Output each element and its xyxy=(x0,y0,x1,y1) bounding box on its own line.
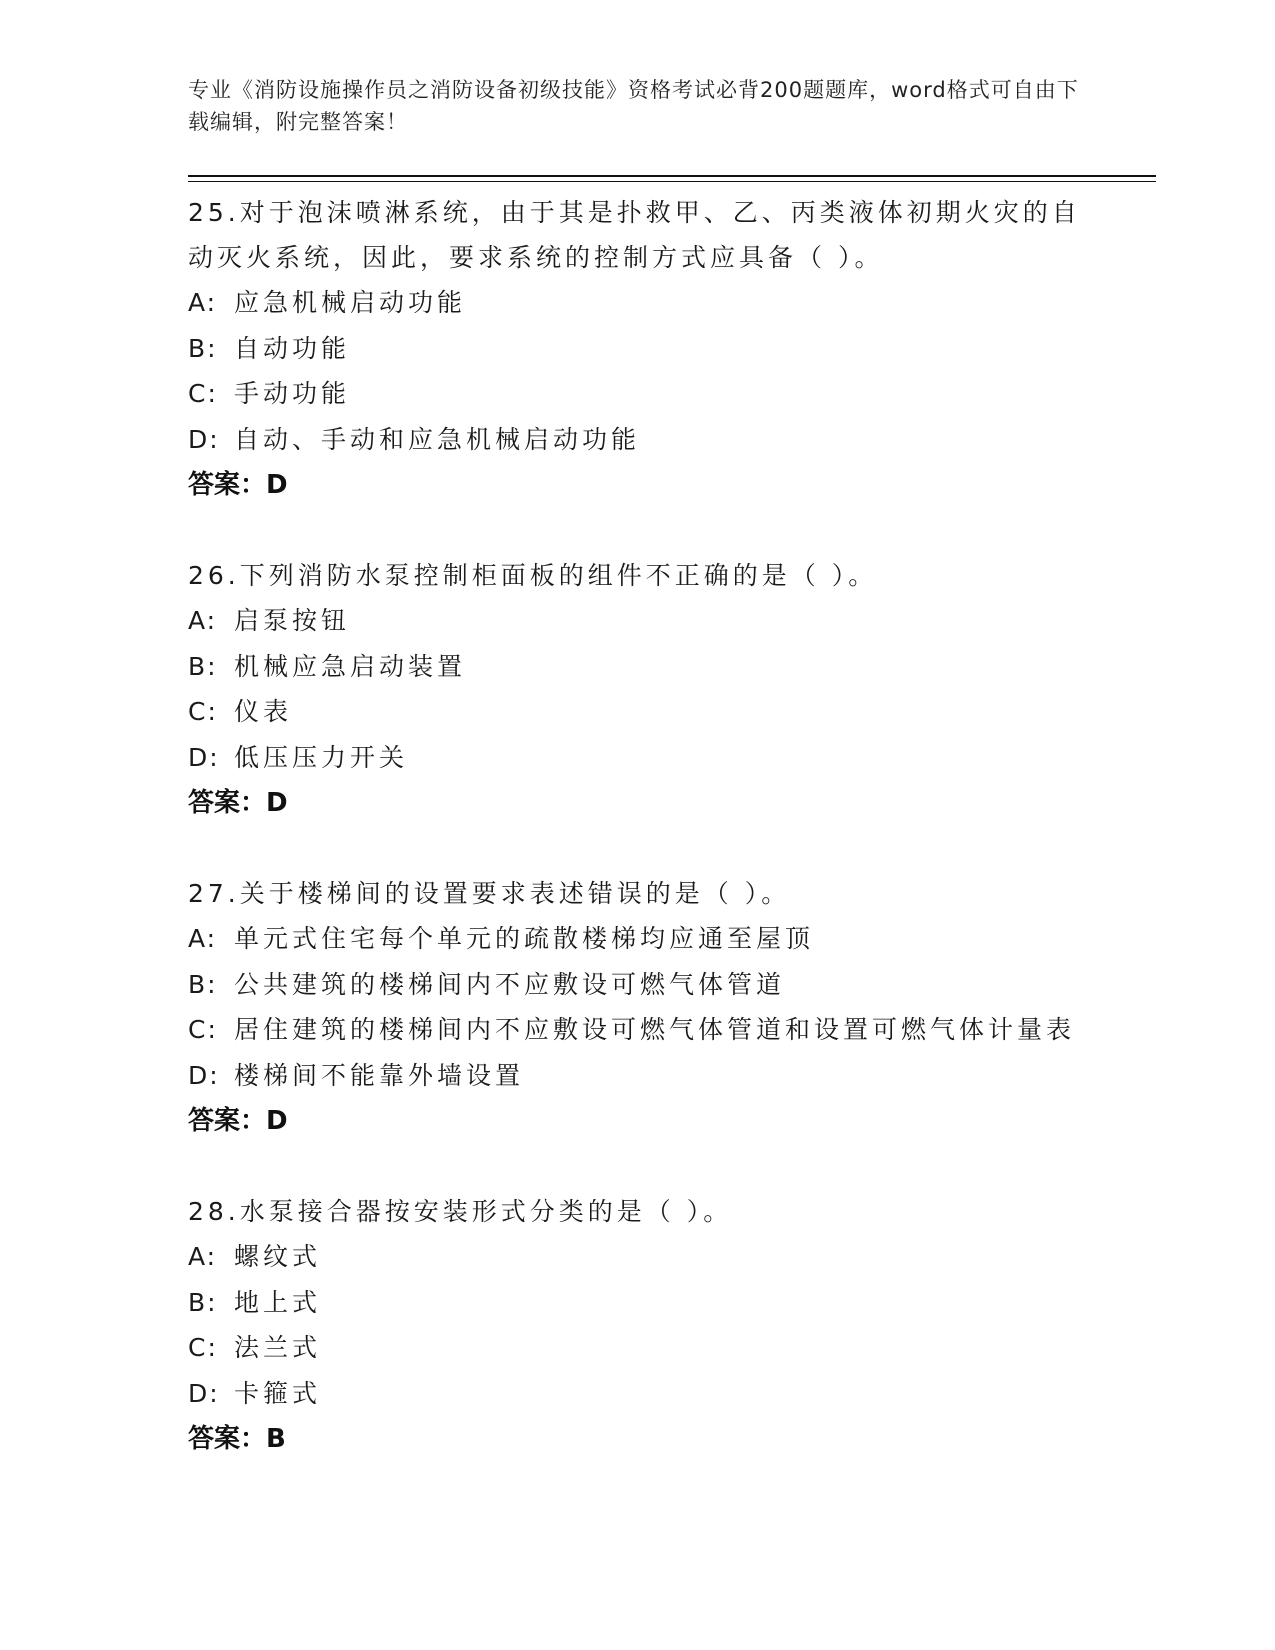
option-text: 仪表 xyxy=(234,697,293,726)
option-b xyxy=(188,644,1088,690)
option-letter: A: xyxy=(188,1242,218,1271)
question-stem: 25.对于泡沫喷淋系统，由于其是扑救甲、乙、丙类液体初期火灾的自动灭火系统，因此，要求系统的控制方式应具备（ ）。 xyxy=(188,198,1081,272)
option-c xyxy=(188,1325,1088,1371)
option-a xyxy=(188,598,1088,644)
option-letter: B: xyxy=(188,969,218,999)
option-text: 自动功能 xyxy=(234,333,351,363)
option-text: 螺纹式 xyxy=(234,1242,322,1271)
option-d xyxy=(188,417,1088,463)
option-text: 地上式 xyxy=(234,1287,322,1317)
option-a xyxy=(188,280,1088,326)
option-text: 楼梯间不能靠外墙设置 xyxy=(234,1060,525,1090)
option-c xyxy=(188,371,1088,417)
option-text: 自动、手动和应急机械启动功能 xyxy=(234,424,641,454)
option-text: 机械应急启动装置 xyxy=(234,651,467,681)
option-c xyxy=(188,1007,1088,1053)
option-b xyxy=(188,326,1088,372)
option-b xyxy=(188,962,1088,1008)
option-letter: D: xyxy=(188,424,220,454)
answer-line: 答案：B xyxy=(188,1424,286,1454)
option-letter: C: xyxy=(188,1333,218,1362)
option-letter: A: xyxy=(188,288,218,317)
option-d xyxy=(188,1371,1088,1417)
option-text: 低压压力开关 xyxy=(234,742,409,772)
option-letter: D: xyxy=(188,742,220,772)
option-letter: D: xyxy=(188,1060,220,1090)
answer-line: 答案：D xyxy=(188,788,288,818)
option-text: 应急机械启动功能 xyxy=(234,288,467,317)
question-28 xyxy=(188,1189,1088,1462)
option-text: 启泵按钮 xyxy=(234,606,351,635)
question-stem: 28.水泵接合器按安装形式分类的是（ ）。 xyxy=(188,1197,733,1226)
question-stem: 26.下列消防水泵控制柜面板的组件不正确的是（ ）。 xyxy=(188,561,878,590)
option-text: 手动功能 xyxy=(234,379,351,408)
option-d xyxy=(188,735,1088,781)
option-text: 卡箍式 xyxy=(234,1378,322,1408)
option-a xyxy=(188,916,1088,962)
option-letter: B: xyxy=(188,1287,218,1317)
document-header: 专业《消防设施操作员之消防设备初级技能》资格考试必背200题题库，word格式可自由下载编辑，附完整答案！ xyxy=(188,78,1079,134)
option-text: 公共建筑的楼梯间内不应敷设可燃气体管道 xyxy=(234,969,786,999)
option-letter: B: xyxy=(188,333,218,363)
option-text: 法兰式 xyxy=(234,1333,322,1362)
option-a xyxy=(188,1234,1088,1280)
option-letter: A: xyxy=(188,924,218,953)
option-letter: C: xyxy=(188,1015,218,1044)
option-letter: A: xyxy=(188,606,218,635)
question-27 xyxy=(188,871,1088,1144)
question-list xyxy=(188,190,1088,1507)
answer-line: 答案：D xyxy=(188,1106,288,1136)
option-text: 单元式住宅每个单元的疏散楼梯均应通至屋顶 xyxy=(234,924,815,953)
option-d xyxy=(188,1053,1088,1099)
question-stem: 27.关于楼梯间的设置要求表述错误的是（ ）。 xyxy=(188,879,791,908)
header-divider-thin xyxy=(188,181,1156,182)
option-letter: B: xyxy=(188,651,218,681)
option-letter: D: xyxy=(188,1378,220,1408)
header-divider-thick xyxy=(188,175,1156,177)
option-letter: C: xyxy=(188,379,218,408)
question-25 xyxy=(188,190,1088,508)
option-letter: C: xyxy=(188,697,218,726)
option-c xyxy=(188,689,1088,735)
option-b xyxy=(188,1280,1088,1326)
option-text: 居住建筑的楼梯间内不应敷设可燃气体管道和设置可燃气体计量表 xyxy=(234,1015,1076,1044)
question-26 xyxy=(188,553,1088,826)
answer-line: 答案：D xyxy=(188,470,288,500)
